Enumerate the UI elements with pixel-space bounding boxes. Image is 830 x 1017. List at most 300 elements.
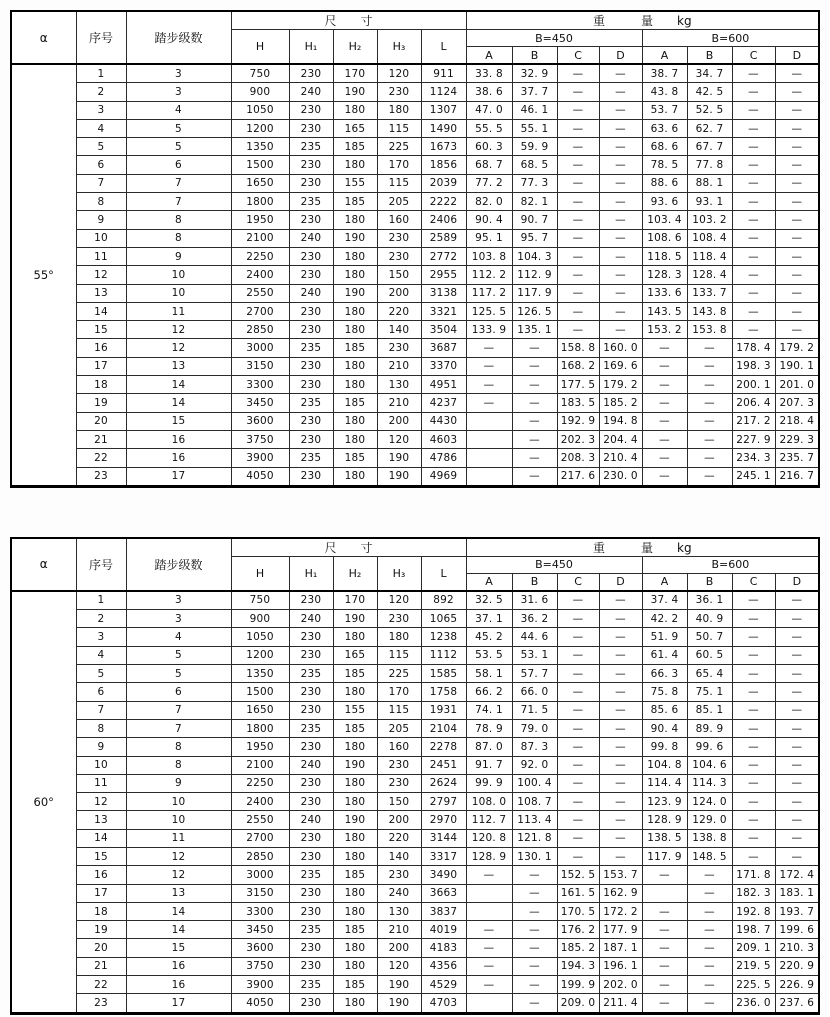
b450-d-cell: 210. 4 (599, 449, 642, 467)
b600-c-cell: — (732, 610, 775, 628)
serial-cell: 18 (76, 902, 126, 920)
h1-cell: 230 (289, 683, 333, 701)
b600-a-cell: — (642, 994, 687, 1013)
b450-a-cell: 47. 0 (466, 101, 512, 119)
b600-c-cell: 236. 0 (732, 994, 775, 1013)
b450-b-cell: 82. 1 (512, 193, 557, 211)
b450-b-cell: — (512, 449, 557, 467)
b450-b-cell: — (512, 994, 557, 1013)
b600-c-cell: — (732, 829, 775, 847)
b600-b-cell: — (687, 957, 732, 975)
b450-b-cell: 68. 5 (512, 156, 557, 174)
serial-cell: 15 (76, 321, 126, 339)
h-cell: 1050 (231, 628, 289, 646)
b450-a-cell: — (466, 866, 512, 884)
table-row (11, 138, 819, 156)
serial-cell: 12 (76, 793, 126, 811)
b450-c-cell: 170. 5 (557, 902, 599, 920)
l-cell: 2406 (421, 211, 466, 229)
b450-c-cell: — (557, 211, 599, 229)
steps-cell: 9 (126, 774, 231, 792)
table-row (11, 921, 819, 939)
h2-cell: 180 (333, 994, 377, 1013)
b600-a-cell: — (642, 976, 687, 994)
serial-cell: 23 (76, 467, 126, 486)
col-header-b600-A: A (642, 47, 687, 65)
h3-cell: 130 (377, 902, 421, 920)
h3-cell: 230 (377, 774, 421, 792)
b450-b-cell: 66. 0 (512, 683, 557, 701)
b450-a-cell: 58. 1 (466, 665, 512, 683)
b600-b-cell: — (687, 921, 732, 939)
b450-d-cell: — (599, 774, 642, 792)
steps-cell: 17 (126, 467, 231, 486)
b600-b-cell: — (687, 939, 732, 957)
h2-cell: 180 (333, 628, 377, 646)
table-row (11, 610, 819, 628)
b600-a-cell: — (642, 921, 687, 939)
b600-d-cell: — (775, 321, 819, 339)
h1-cell: 240 (289, 284, 333, 302)
table-row (11, 412, 819, 430)
h3-cell: 220 (377, 829, 421, 847)
b600-c-cell: — (732, 302, 775, 320)
b450-a-cell: 60. 3 (466, 138, 512, 156)
b450-c-cell: 177. 5 (557, 376, 599, 394)
h-cell: 750 (231, 591, 289, 610)
h-cell: 3900 (231, 449, 289, 467)
col-header-serial: 序号 (76, 538, 126, 591)
b600-c-cell: — (732, 591, 775, 610)
b600-a-cell: 78. 5 (642, 156, 687, 174)
h2-cell: 180 (333, 683, 377, 701)
h-cell: 1050 (231, 101, 289, 119)
b450-d-cell: 169. 6 (599, 357, 642, 375)
col-header-b600-C: C (732, 47, 775, 65)
spec-table-55deg (10, 10, 820, 488)
b600-a-cell: 43. 8 (642, 83, 687, 101)
b450-c-cell: — (557, 628, 599, 646)
b600-b-cell: 77. 8 (687, 156, 732, 174)
h3-cell: 200 (377, 939, 421, 957)
b600-b-cell: 153. 8 (687, 321, 732, 339)
b600-d-cell: — (775, 247, 819, 265)
h-cell: 1950 (231, 211, 289, 229)
h2-cell: 180 (333, 902, 377, 920)
h3-cell: 140 (377, 321, 421, 339)
h1-cell: 230 (289, 119, 333, 137)
b450-d-cell: — (599, 193, 642, 211)
b450-a-cell: 117. 2 (466, 284, 512, 302)
b450-a-cell (466, 902, 512, 920)
table-row (11, 939, 819, 957)
b450-d-cell: — (599, 847, 642, 865)
b450-c-cell: — (557, 610, 599, 628)
steps-cell: 4 (126, 101, 231, 119)
col-header-alpha: α (11, 538, 76, 591)
b450-a-cell (466, 994, 512, 1013)
b450-a-cell: 68. 7 (466, 156, 512, 174)
b450-d-cell: — (599, 610, 642, 628)
b600-a-cell: 128. 3 (642, 266, 687, 284)
b600-d-cell: 220. 9 (775, 957, 819, 975)
h3-cell: 190 (377, 976, 421, 994)
h1-cell: 230 (289, 101, 333, 119)
b600-b-cell: 143. 8 (687, 302, 732, 320)
h2-cell: 170 (333, 591, 377, 610)
b450-d-cell: 153. 7 (599, 866, 642, 884)
b600-c-cell: — (732, 646, 775, 664)
col-header-weight-kg: 重 量 kg (466, 538, 819, 557)
b450-a-cell (466, 412, 512, 430)
h3-cell: 170 (377, 683, 421, 701)
b600-b-cell: 89. 9 (687, 719, 732, 737)
steps-cell: 12 (126, 339, 231, 357)
b450-b-cell: 71. 5 (512, 701, 557, 719)
h2-cell: 180 (333, 430, 377, 448)
h3-cell: 160 (377, 738, 421, 756)
steps-cell: 3 (126, 610, 231, 628)
b600-b-cell: — (687, 412, 732, 430)
l-cell: 2104 (421, 719, 466, 737)
b600-c-cell: 234. 3 (732, 449, 775, 467)
steps-cell: 5 (126, 119, 231, 137)
col-header-steps: 踏步级数 (126, 11, 231, 64)
h2-cell: 185 (333, 976, 377, 994)
table-row (11, 247, 819, 265)
b450-a-cell: 53. 5 (466, 646, 512, 664)
b450-d-cell: — (599, 302, 642, 320)
h1-cell: 230 (289, 247, 333, 265)
h2-cell: 185 (333, 866, 377, 884)
h2-cell: 190 (333, 229, 377, 247)
h3-cell: 205 (377, 719, 421, 737)
b450-b-cell: — (512, 921, 557, 939)
table-row (11, 793, 819, 811)
b600-d-cell: — (775, 811, 819, 829)
b600-a-cell: 66. 3 (642, 665, 687, 683)
b600-d-cell: 210. 3 (775, 939, 819, 957)
col-header-b600: B=600 (642, 556, 819, 573)
steps-cell: 3 (126, 591, 231, 610)
b600-d-cell: 199. 6 (775, 921, 819, 939)
steps-cell: 3 (126, 64, 231, 83)
b450-a-cell: 66. 2 (466, 683, 512, 701)
b450-d-cell: — (599, 756, 642, 774)
h-cell: 1500 (231, 683, 289, 701)
serial-cell: 1 (76, 64, 126, 83)
serial-cell: 3 (76, 101, 126, 119)
b600-d-cell: 216. 7 (775, 467, 819, 486)
b600-c-cell: — (732, 701, 775, 719)
l-cell: 3144 (421, 829, 466, 847)
l-cell: 4786 (421, 449, 466, 467)
serial-cell: 10 (76, 229, 126, 247)
table-row (11, 394, 819, 412)
b450-c-cell: — (557, 756, 599, 774)
b450-c-cell: — (557, 119, 599, 137)
l-cell: 892 (421, 591, 466, 610)
b450-d-cell: — (599, 591, 642, 610)
l-cell: 1112 (421, 646, 466, 664)
b450-a-cell: 133. 9 (466, 321, 512, 339)
serial-cell: 7 (76, 701, 126, 719)
b450-d-cell: 187. 1 (599, 939, 642, 957)
b600-b-cell: — (687, 376, 732, 394)
b450-a-cell: 90. 4 (466, 211, 512, 229)
h2-cell: 190 (333, 284, 377, 302)
b600-d-cell: 207. 3 (775, 394, 819, 412)
b600-c-cell: 245. 1 (732, 467, 775, 486)
b600-a-cell: — (642, 394, 687, 412)
b450-a-cell: 74. 1 (466, 701, 512, 719)
b600-a-cell: 104. 8 (642, 756, 687, 774)
h3-cell: 130 (377, 376, 421, 394)
steps-cell: 11 (126, 829, 231, 847)
b450-d-cell: 179. 2 (599, 376, 642, 394)
b600-d-cell: — (775, 229, 819, 247)
b450-a-cell: 38. 6 (466, 83, 512, 101)
table-row (11, 193, 819, 211)
h2-cell: 180 (333, 939, 377, 957)
col-header-b600-C: C (732, 573, 775, 591)
h-cell: 2100 (231, 229, 289, 247)
table-row (11, 646, 819, 664)
b450-a-cell: 103. 8 (466, 247, 512, 265)
h2-cell: 180 (333, 847, 377, 865)
h1-cell: 235 (289, 449, 333, 467)
l-cell: 4237 (421, 394, 466, 412)
l-cell: 2624 (421, 774, 466, 792)
h-cell: 3300 (231, 376, 289, 394)
h1-cell: 230 (289, 628, 333, 646)
b600-d-cell: — (775, 266, 819, 284)
table-row (11, 211, 819, 229)
h1-cell: 240 (289, 229, 333, 247)
h1-cell: 230 (289, 884, 333, 902)
h2-cell: 185 (333, 719, 377, 737)
b600-b-cell: — (687, 449, 732, 467)
b600-a-cell: 61. 4 (642, 646, 687, 664)
h3-cell: 140 (377, 847, 421, 865)
steps-cell: 10 (126, 811, 231, 829)
b600-b-cell: — (687, 430, 732, 448)
b600-a-cell: 63. 6 (642, 119, 687, 137)
b450-c-cell: 168. 2 (557, 357, 599, 375)
b600-b-cell: 36. 1 (687, 591, 732, 610)
b450-b-cell: — (512, 866, 557, 884)
b450-c-cell: 161. 5 (557, 884, 599, 902)
b450-b-cell: 37. 7 (512, 83, 557, 101)
table-row (11, 119, 819, 137)
l-cell: 3370 (421, 357, 466, 375)
b450-c-cell: — (557, 591, 599, 610)
serial-cell: 17 (76, 884, 126, 902)
h2-cell: 185 (333, 138, 377, 156)
b450-c-cell: — (557, 701, 599, 719)
steps-cell: 15 (126, 412, 231, 430)
h2-cell: 180 (333, 211, 377, 229)
steps-cell: 12 (126, 321, 231, 339)
h-cell: 1350 (231, 138, 289, 156)
b600-d-cell: — (775, 683, 819, 701)
b600-c-cell: — (732, 847, 775, 865)
serial-cell: 18 (76, 376, 126, 394)
h1-cell: 235 (289, 193, 333, 211)
col-header-steps: 踏步级数 (126, 538, 231, 591)
serial-cell: 11 (76, 247, 126, 265)
serial-cell: 10 (76, 756, 126, 774)
b600-c-cell: — (732, 229, 775, 247)
b600-c-cell: — (732, 119, 775, 137)
table-row (11, 591, 819, 610)
col-header-serial: 序号 (76, 11, 126, 64)
b600-b-cell: 85. 1 (687, 701, 732, 719)
serial-cell: 5 (76, 665, 126, 683)
h3-cell: 220 (377, 302, 421, 320)
h1-cell: 235 (289, 394, 333, 412)
b450-c-cell: — (557, 284, 599, 302)
b450-a-cell: — (466, 357, 512, 375)
b600-c-cell: 200. 1 (732, 376, 775, 394)
h-cell: 4050 (231, 467, 289, 486)
b600-c-cell: — (732, 738, 775, 756)
h3-cell: 230 (377, 247, 421, 265)
b450-b-cell: 113. 4 (512, 811, 557, 829)
b450-b-cell: 117. 9 (512, 284, 557, 302)
h3-cell: 150 (377, 266, 421, 284)
h1-cell: 230 (289, 321, 333, 339)
serial-cell: 14 (76, 829, 126, 847)
l-cell: 1673 (421, 138, 466, 156)
h2-cell: 185 (333, 394, 377, 412)
b600-d-cell: — (775, 628, 819, 646)
b600-a-cell: 108. 6 (642, 229, 687, 247)
h3-cell: 230 (377, 83, 421, 101)
b600-b-cell: 50. 7 (687, 628, 732, 646)
table-row (11, 266, 819, 284)
h2-cell: 180 (333, 266, 377, 284)
table-row (11, 738, 819, 756)
b600-a-cell: 114. 4 (642, 774, 687, 792)
table-row (11, 811, 819, 829)
l-cell: 3490 (421, 866, 466, 884)
l-cell: 2222 (421, 193, 466, 211)
b450-a-cell: 87. 0 (466, 738, 512, 756)
h3-cell: 120 (377, 430, 421, 448)
steps-cell: 12 (126, 866, 231, 884)
b600-d-cell: 201. 0 (775, 376, 819, 394)
steps-cell: 8 (126, 738, 231, 756)
b450-c-cell: — (557, 321, 599, 339)
b450-d-cell: — (599, 829, 642, 847)
h3-cell: 190 (377, 449, 421, 467)
table-row (11, 829, 819, 847)
serial-cell: 6 (76, 683, 126, 701)
b450-a-cell: 37. 1 (466, 610, 512, 628)
h3-cell: 230 (377, 756, 421, 774)
b600-a-cell: — (642, 866, 687, 884)
steps-cell: 16 (126, 976, 231, 994)
b600-b-cell: 114. 3 (687, 774, 732, 792)
h3-cell: 230 (377, 229, 421, 247)
serial-cell: 19 (76, 921, 126, 939)
b600-a-cell: 51. 9 (642, 628, 687, 646)
b600-c-cell: — (732, 83, 775, 101)
b600-d-cell: — (775, 174, 819, 192)
b450-d-cell: 202. 0 (599, 976, 642, 994)
b450-c-cell: — (557, 646, 599, 664)
b450-d-cell: — (599, 321, 642, 339)
b450-c-cell: — (557, 193, 599, 211)
h-cell: 2550 (231, 284, 289, 302)
h-cell: 1650 (231, 174, 289, 192)
b450-c-cell: — (557, 266, 599, 284)
b600-b-cell: 65. 4 (687, 665, 732, 683)
b450-c-cell: — (557, 665, 599, 683)
h-cell: 2250 (231, 247, 289, 265)
h-cell: 3900 (231, 976, 289, 994)
b600-b-cell: 40. 9 (687, 610, 732, 628)
l-cell: 4019 (421, 921, 466, 939)
b450-b-cell: 55. 1 (512, 119, 557, 137)
b600-c-cell: — (732, 193, 775, 211)
b450-d-cell: — (599, 119, 642, 137)
col-header-b450: B=450 (466, 556, 642, 573)
b600-a-cell: 153. 2 (642, 321, 687, 339)
h2-cell: 180 (333, 829, 377, 847)
b600-d-cell: — (775, 847, 819, 865)
b450-c-cell: 183. 5 (557, 394, 599, 412)
h1-cell: 230 (289, 64, 333, 83)
b600-b-cell: 148. 5 (687, 847, 732, 865)
h3-cell: 180 (377, 628, 421, 646)
col-header-dimensions: 尺 寸 (231, 538, 466, 557)
b600-b-cell: — (687, 994, 732, 1013)
b450-c-cell: — (557, 829, 599, 847)
h1-cell: 230 (289, 701, 333, 719)
steps-cell: 3 (126, 83, 231, 101)
h3-cell: 190 (377, 994, 421, 1013)
b450-c-cell: — (557, 811, 599, 829)
b600-b-cell: 129. 0 (687, 811, 732, 829)
b600-a-cell: 42. 2 (642, 610, 687, 628)
b600-c-cell: — (732, 665, 775, 683)
h-cell: 2250 (231, 774, 289, 792)
b600-c-cell: 219. 5 (732, 957, 775, 975)
b600-c-cell: 227. 9 (732, 430, 775, 448)
l-cell: 3138 (421, 284, 466, 302)
steps-cell: 7 (126, 174, 231, 192)
b450-d-cell: 194. 8 (599, 412, 642, 430)
h3-cell: 150 (377, 793, 421, 811)
b600-b-cell: 99. 6 (687, 738, 732, 756)
b450-b-cell: 31. 6 (512, 591, 557, 610)
b450-c-cell: — (557, 156, 599, 174)
col-header-b600-D: D (775, 47, 819, 65)
b450-a-cell: — (466, 376, 512, 394)
b450-b-cell: 46. 1 (512, 101, 557, 119)
b450-d-cell: — (599, 738, 642, 756)
col-header-b600-A: A (642, 573, 687, 591)
b450-a-cell: — (466, 939, 512, 957)
b450-c-cell: 199. 9 (557, 976, 599, 994)
b450-d-cell: 196. 1 (599, 957, 642, 975)
b450-b-cell: 53. 1 (512, 646, 557, 664)
h2-cell: 180 (333, 156, 377, 174)
b450-d-cell: 204. 4 (599, 430, 642, 448)
b600-c-cell: 178. 4 (732, 339, 775, 357)
